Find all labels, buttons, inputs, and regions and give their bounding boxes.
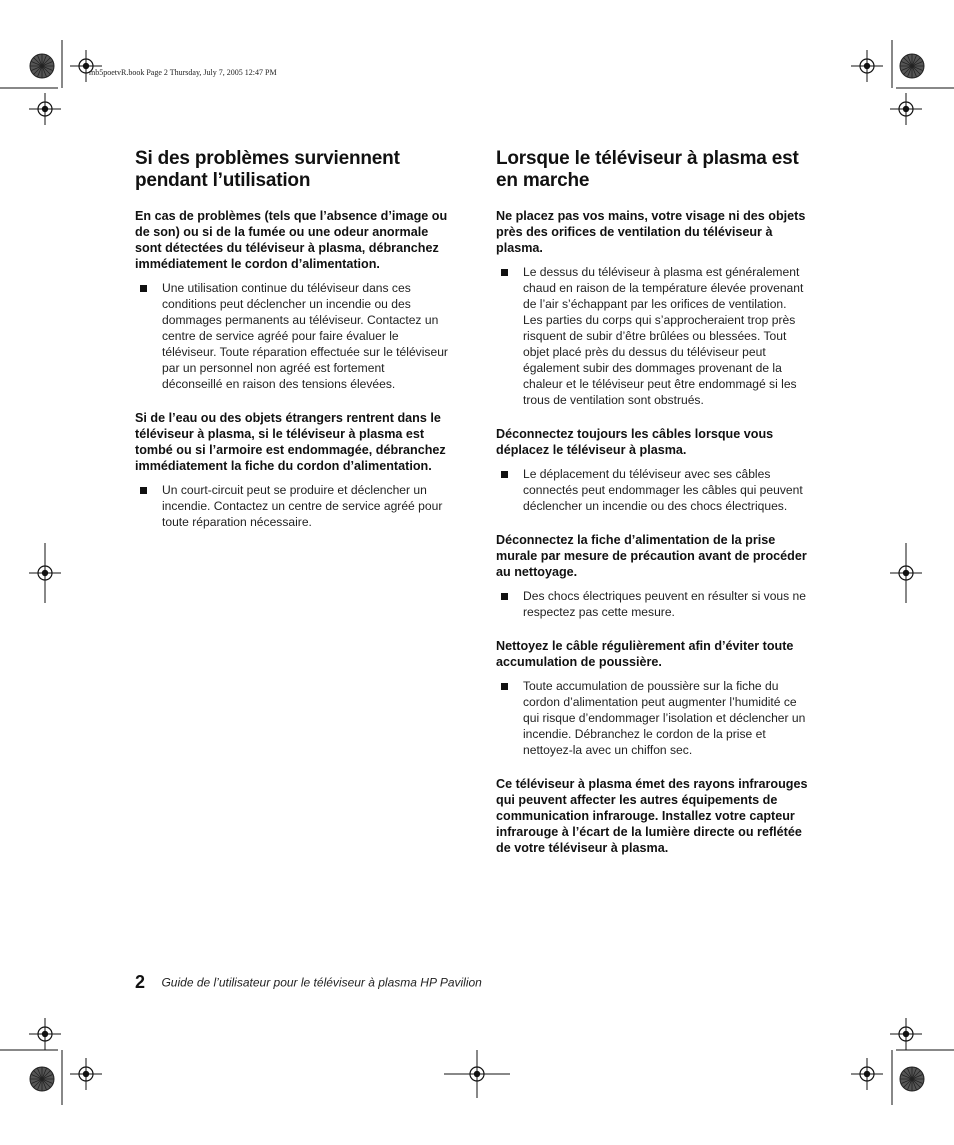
- left-column: [135, 148, 448, 548]
- right-column: [496, 148, 809, 864]
- book-info-line: mb5poetvR.book Page 2 Thursday, July 7, 2005 12:47 PM: [89, 68, 277, 77]
- list-item-text: Le déplacement du téléviseur avec ses câbles connectés peut endommager les câbles qui peuvent déclencher un incendie ou des chocs électriques.: [523, 467, 803, 513]
- left-section-1-bold: En cas de problèmes (tels que l’absence d’image ou de son) ou si de la fumée ou une odeur anormale sont détectées du téléviseur à plasma, débranchez immédiatement le cordon d’alimentation.: [135, 209, 448, 271]
- list-item-text: Toute accumulation de poussière sur la fiche du cordon d’alimentation peut augmenter l’humidité ce qui risque d’endommager l’isolation et déclencher un incendie. Débranchez le cordon de la prise et nettoyez-la avec un chiffon sec.: [523, 679, 806, 757]
- right-section-1-list: [496, 264, 809, 408]
- right-heading: Lorsque le téléviseur à plasma est en marche: [496, 148, 799, 191]
- list-item: [496, 466, 809, 514]
- page-number: 2: [135, 972, 146, 992]
- list-item: [496, 678, 809, 758]
- list-item: [135, 280, 448, 392]
- right-section-2-list: [496, 466, 809, 514]
- list-item: [135, 482, 448, 530]
- list-item-text: Le dessus du téléviseur à plasma est généralement chaud en raison de la température élevée provenant de l’air s’échappant par les orifices de ventilation. Les parties du corps qui s’approcheraient trop près risquent de subir d’être brûlées ou blessées. Tout objet placé près du dessus du téléviseur peut également subir des dommages provenant de la chaleur et le téléviseur peut être endommagé si les trous de ventilation sont obstrués.: [523, 265, 804, 407]
- left-section-2-list: [135, 482, 448, 530]
- right-section-4-bold: Nettoyez le câble régulièrement afin d’éviter toute accumulation de poussière.: [496, 639, 794, 669]
- list-item: [496, 588, 809, 620]
- footer-title: Guide de l’utilisateur pour le téléviseur à plasma HP Pavilion: [161, 975, 482, 990]
- right-section-5-bold: Ce téléviseur à plasma émet des rayons infrarouges qui peuvent affecter les autres équipements de communication infrarouge. Installez votre capteur infrarouge à l’écart de la lumière directe ou reflétée de votre téléviseur à plasma.: [496, 777, 808, 855]
- right-section-2-bold: Déconnectez toujours les câbles lorsque vous déplacez le téléviseur à plasma.: [496, 427, 774, 457]
- bullet-square-icon: [501, 269, 508, 276]
- list-item-text: Un court-circuit peut se produire et déclencher un incendie. Contactez un centre de service agréé pour toute réparation nécessaire.: [162, 483, 443, 529]
- right-section-3-bold: Déconnectez la fiche d’alimentation de la prise murale par mesure de précaution avant de procéder au nettoyage.: [496, 533, 807, 579]
- left-section-2-bold: Si de l’eau ou des objets étrangers rentrent dans le téléviseur à plasma, si le téléviseur à plasma est tombé ou si l’armoire est endommagée, débranchez immédiatement la fiche du cordon d’alimentation.: [135, 411, 446, 473]
- list-item-text: Une utilisation continue du téléviseur dans ces conditions peut déclencher un incendie ou des dommages permanents au téléviseur. Contactez un centre de service agréé pour faire évaluer le téléviseur. Toute réparation effectuée sur le téléviseur par un personnel non agréé est fortement déconseillé en raison des tensions élevées.: [162, 281, 448, 391]
- bullet-square-icon: [140, 487, 147, 494]
- left-section-1-list: [135, 280, 448, 392]
- list-item-text: Des chocs électriques peuvent en résulter si vous ne respectez pas cette mesure.: [523, 589, 807, 619]
- bullet-square-icon: [501, 471, 508, 478]
- bullet-square-icon: [501, 683, 508, 690]
- right-section-3-list: [496, 588, 809, 620]
- right-section-1-bold: Ne placez pas vos mains, votre visage ni des objets près des orifices de ventilation du téléviseur à plasma.: [496, 209, 806, 255]
- right-section-4-list: [496, 678, 809, 758]
- list-item: [496, 264, 809, 408]
- bullet-square-icon: [140, 285, 147, 292]
- bullet-square-icon: [501, 593, 508, 600]
- page-footer: [135, 972, 482, 993]
- left-heading: Si des problèmes surviennent pendant l’utilisation: [135, 148, 400, 191]
